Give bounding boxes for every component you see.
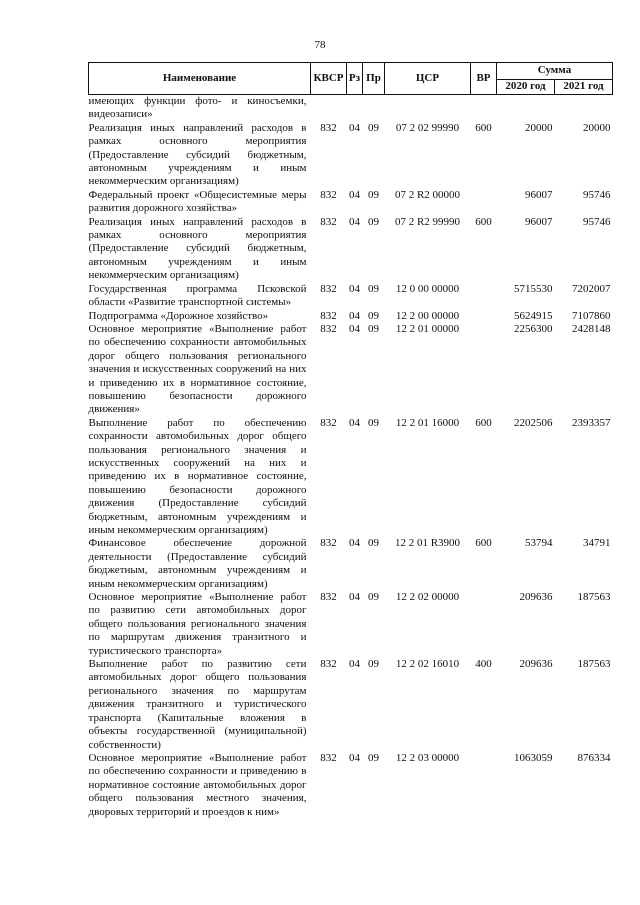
row-name: Подпрограмма «Дорожное хозяйство» bbox=[88, 309, 269, 322]
row-vr: 600 bbox=[475, 121, 492, 134]
row-csr: 12 2 01 00000 bbox=[395, 322, 460, 335]
row-2021: 7107860 bbox=[572, 309, 611, 322]
row-vr bbox=[471, 189, 497, 216]
row-2020 bbox=[497, 95, 555, 122]
row-name: Выполнение работ по развитию сети автомобильных дорог общего пользования регионального значения по маршрутам движения транзитного и туристического транспорта (Капитальные вложения в объекты государственной (муниципальной) собственности) bbox=[88, 658, 307, 751]
row-rz: 04 bbox=[349, 658, 360, 671]
row-csr: 12 2 02 00000 bbox=[395, 591, 460, 604]
row-rz: 04 bbox=[349, 537, 360, 550]
table-row bbox=[89, 310, 613, 323]
row-2020: 5624915 bbox=[514, 309, 553, 322]
table-body bbox=[89, 95, 613, 819]
row-pr: 09 bbox=[368, 751, 379, 764]
row-name: Основное мероприятие «Выполнение работ по обеспечению сохранности автомобильных дорог общего пользования регионального значения и искусственных сооружений на них и приведению их в нормативное состояние, повышению безопасности дорожного движения» bbox=[88, 322, 307, 416]
row-pr: 09 bbox=[368, 188, 379, 201]
header-name: Наименование bbox=[89, 63, 311, 95]
row-kvsr: 832 bbox=[320, 282, 337, 295]
row-2020: 2256300 bbox=[514, 322, 553, 335]
row-2021: 95746 bbox=[583, 215, 611, 228]
table-row bbox=[89, 658, 613, 752]
row-csr: 12 0 00 00000 bbox=[395, 282, 460, 295]
row-2020: 2202506 bbox=[514, 416, 553, 429]
row-2021: 7202007 bbox=[572, 282, 611, 295]
row-kvsr bbox=[311, 95, 347, 122]
row-2021: 2393357 bbox=[572, 416, 611, 429]
row-vr bbox=[471, 591, 497, 658]
row-vr: 600 bbox=[475, 416, 492, 429]
row-2021: 2428148 bbox=[572, 322, 611, 335]
row-2020: 96007 bbox=[525, 215, 553, 228]
row-name: Финансовое обеспечение дорожной деятельности (Предоставление субсидий бюджетным, автономным учреждениям и иным некоммерческим организациям) bbox=[88, 537, 307, 590]
row-name: Реализация иных направлений расходов в рамках основного мероприятия (Предоставление субсидий бюджетным, автономным учреждениям и иным некоммерческим организациям) bbox=[88, 215, 307, 282]
row-pr: 09 bbox=[368, 215, 379, 228]
row-kvsr: 832 bbox=[320, 591, 337, 604]
row-pr: 09 bbox=[368, 416, 379, 429]
row-2021: 95746 bbox=[583, 188, 611, 201]
budget-table bbox=[88, 62, 613, 819]
row-2020: 209636 bbox=[519, 658, 553, 671]
row-kvsr: 832 bbox=[320, 322, 337, 335]
row-csr: 07 2 R2 99990 bbox=[394, 215, 461, 228]
row-pr: 09 bbox=[368, 591, 379, 604]
header-csr: ЦСР bbox=[385, 63, 471, 95]
table-row bbox=[89, 537, 613, 591]
table-row bbox=[89, 122, 613, 189]
row-csr: 12 2 03 00000 bbox=[395, 751, 460, 764]
table-header bbox=[89, 63, 613, 95]
row-2020: 5715530 bbox=[514, 282, 553, 295]
row-kvsr: 832 bbox=[320, 658, 337, 671]
row-kvsr: 832 bbox=[320, 416, 337, 429]
header-pr: Пр bbox=[363, 63, 385, 95]
row-rz bbox=[347, 95, 363, 122]
row-vr: 600 bbox=[475, 215, 492, 228]
row-csr: 07 2 R2 00000 bbox=[394, 188, 461, 201]
row-2021: 876334 bbox=[577, 751, 611, 764]
row-vr bbox=[471, 95, 497, 122]
row-2021: 20000 bbox=[583, 121, 611, 134]
row-vr: 600 bbox=[475, 537, 492, 550]
row-rz: 04 bbox=[349, 309, 360, 322]
row-2021: 187563 bbox=[577, 658, 611, 671]
row-vr bbox=[471, 752, 497, 819]
row-csr: 12 2 02 16010 bbox=[395, 658, 460, 671]
row-kvsr: 832 bbox=[320, 121, 337, 134]
table-row bbox=[89, 591, 613, 658]
row-rz: 04 bbox=[349, 282, 360, 295]
row-name: Реализация иных направлений расходов в рамках основного мероприятия (Предоставление субсидий бюджетным, автономным учреждениям и иным некоммерческим организациям) bbox=[88, 121, 307, 188]
header-rz: Рз bbox=[347, 63, 363, 95]
table-row bbox=[89, 216, 613, 283]
row-vr bbox=[471, 283, 497, 310]
row-name: Основное мероприятие «Выполнение работ по обеспечению сохранности и приведению в нормативное состояние автомобильных дорог общего пользования местного значения, дворовых территорий и проездов к ним» bbox=[88, 751, 307, 818]
row-2020: 53794 bbox=[525, 537, 553, 550]
row-csr: 12 2 00 00000 bbox=[395, 309, 460, 322]
row-2020: 20000 bbox=[525, 121, 553, 134]
table-row bbox=[89, 189, 613, 216]
header-2021: 2021 год bbox=[555, 80, 613, 95]
row-rz: 04 bbox=[349, 416, 360, 429]
row-2020: 96007 bbox=[525, 188, 553, 201]
table-row bbox=[89, 323, 613, 417]
row-kvsr: 832 bbox=[320, 537, 337, 550]
row-vr: 400 bbox=[475, 658, 492, 671]
row-pr bbox=[363, 95, 385, 122]
row-rz: 04 bbox=[349, 322, 360, 335]
row-pr: 09 bbox=[368, 309, 379, 322]
row-pr: 09 bbox=[368, 658, 379, 671]
row-name: Федеральный проект «Общесистемные меры развития дорожного хозяйства» bbox=[88, 188, 307, 215]
row-kvsr: 832 bbox=[320, 188, 337, 201]
row-name: имеющих функции фото- и киносъемки, видеозаписи» bbox=[88, 95, 307, 121]
row-pr: 09 bbox=[368, 322, 379, 335]
row-2020: 1063059 bbox=[514, 751, 553, 764]
row-pr: 09 bbox=[368, 121, 379, 134]
row-csr bbox=[385, 95, 471, 122]
table-row bbox=[89, 417, 613, 538]
row-csr: 12 2 01 16000 bbox=[395, 416, 460, 429]
header-2020: 2020 год bbox=[497, 80, 555, 95]
table-row bbox=[89, 95, 613, 122]
row-name: Выполнение работ по обеспечению сохранности автомобильных дорог общего пользования регионального значения и искусственных сооружений на них и приведению их в нормативное состояние, повышению безопасности дорожного движения (Предоставление субсидий бюджетным, автономным учреждениям и иным некоммерческим организациям) bbox=[88, 416, 307, 536]
row-rz: 04 bbox=[349, 591, 360, 604]
page-number: 78 bbox=[314, 39, 326, 51]
row-kvsr: 832 bbox=[320, 751, 337, 764]
row-rz: 04 bbox=[349, 188, 360, 201]
row-csr: 07 2 02 99990 bbox=[395, 121, 460, 134]
row-name: Основное мероприятие «Выполнение работ по развитию сети автомобильных дорог общего пользования регионального значения по маршрутам движения транзитного и туристического транспорта» bbox=[88, 591, 307, 657]
table-row bbox=[89, 283, 613, 310]
row-pr: 09 bbox=[368, 537, 379, 550]
header-kvsr: КВСР bbox=[311, 63, 347, 95]
header-sum: Сумма bbox=[497, 63, 613, 80]
row-name: Государственная программа Псковской области «Развитие транспортной системы» bbox=[88, 282, 307, 309]
row-rz: 04 bbox=[349, 215, 360, 228]
row-rz: 04 bbox=[349, 121, 360, 134]
row-csr: 12 2 01 R3900 bbox=[394, 537, 461, 550]
row-2021: 187563 bbox=[577, 591, 611, 604]
row-kvsr: 832 bbox=[320, 309, 337, 322]
row-vr bbox=[471, 323, 497, 417]
header-vr: ВР bbox=[471, 63, 497, 95]
table-row bbox=[89, 752, 613, 819]
row-kvsr: 832 bbox=[320, 215, 337, 228]
row-vr bbox=[471, 310, 497, 323]
row-2020: 209636 bbox=[519, 591, 553, 604]
row-rz: 04 bbox=[349, 751, 360, 764]
row-2021: 34791 bbox=[583, 537, 611, 550]
row-pr: 09 bbox=[368, 282, 379, 295]
row-2021 bbox=[555, 95, 613, 122]
